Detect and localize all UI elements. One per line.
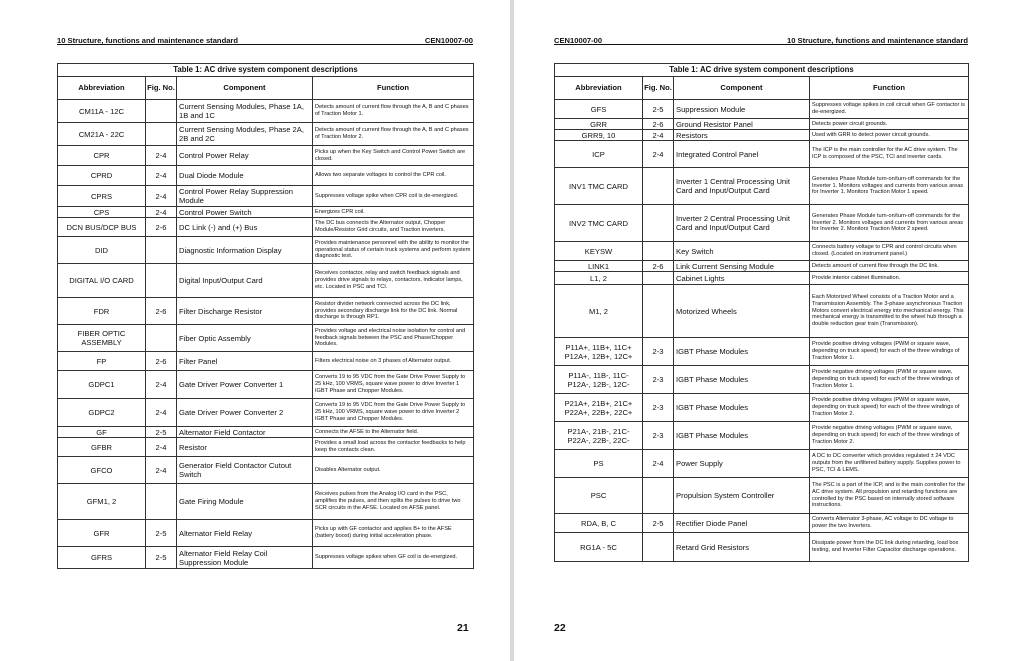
- cell-function: Resistor divider network connected across the DC link, provides secondary discharge link for the DC link. Normal discharge is through RP1.: [313, 298, 474, 325]
- cell-abbreviation: DID: [58, 237, 146, 264]
- page-22: [514, 0, 1024, 661]
- table-row: [555, 394, 969, 422]
- cell-component: Propulsion System Controller: [674, 478, 810, 514]
- table-row: [555, 205, 969, 242]
- cell-function: Provides voltage and electrical noise isolation for control and feedback signals between the PSC and Phase/Chopper Modules.: [313, 325, 474, 352]
- cell-abbreviation: GFCO: [58, 457, 146, 484]
- table-row: [58, 457, 474, 484]
- col-abbreviation: Abbreviation: [555, 77, 643, 100]
- cell-fig-no: 2-6: [643, 119, 674, 130]
- cell-function: Filters electrical noise on 3 phases of Alternator output.: [313, 352, 474, 371]
- cell-function: Energizes CPR coil.: [313, 207, 474, 218]
- cell-fig-no: [146, 237, 177, 264]
- cell-component: Control Power Switch: [177, 207, 313, 218]
- component-table: [57, 63, 474, 569]
- page-21: [0, 0, 510, 661]
- cell-abbreviation: LINK1: [555, 261, 643, 272]
- cell-component: Inverter 2 Central Processing Unit Card and Input/Output Card: [674, 205, 810, 242]
- cell-abbreviation: P11A+, 11B+, 11C+ P12A+, 12B+, 12C+: [555, 338, 643, 366]
- cell-abbreviation: P21A-, 21B-, 21C- P22A-, 22B-, 22C-: [555, 422, 643, 450]
- cell-function: Provide interior cabinet illumination.: [810, 272, 969, 285]
- cell-component: Gate Firing Module: [177, 484, 313, 520]
- cell-fig-no: 2-4: [146, 207, 177, 218]
- cell-abbreviation: P11A-, 11B-, 11C- P12A-, 12B-, 12C-: [555, 366, 643, 394]
- cell-component: Resistor: [177, 438, 313, 457]
- header-doc-number: CEN10007-00: [554, 36, 603, 45]
- cell-function: Dissipate power from the DC link during retarding, load box testing, and Inverter Filter Capacitor discharge operations.: [810, 533, 969, 562]
- cell-abbreviation: DCN BUS/DCP BUS: [58, 218, 146, 237]
- table-row: [555, 338, 969, 366]
- cell-function: Connects the AFSE to the Alternator field.: [313, 427, 474, 438]
- cell-component: Alternator Field Contactor: [177, 427, 313, 438]
- cell-fig-no: [643, 478, 674, 514]
- cell-component: Ground Resistor Panel: [674, 119, 810, 130]
- cell-fig-no: 2-4: [146, 186, 177, 207]
- cell-function: Each Motorized Wheel consists of a Traction Motor and a Transmission Assembly. The 3-phase asynchronous Traction Motors convert electrical energy into mechanical energy. This mechanical energy is transmitted to the wheel hub through a double reduction gear train (Transmission).: [810, 285, 969, 338]
- col-abbreviation: Abbreviation: [58, 77, 146, 100]
- cell-abbreviation: PS: [555, 450, 643, 478]
- table-title: Table 1: AC drive system component descriptions: [57, 63, 474, 76]
- cell-component: Resistors: [674, 130, 810, 141]
- table-row: [555, 130, 969, 141]
- header-section-title: 10 Structure, functions and maintenance standard: [57, 36, 239, 45]
- cell-abbreviation: CM11A - 12C: [58, 100, 146, 123]
- col-component: Component: [674, 77, 810, 100]
- cell-function: Generates Phase Module turn-on/turn-off commands for the Inverter 2. Monitors voltages and currents from various areas for Inverter 2. Monitors Traction Motor 2 speed.: [810, 205, 969, 242]
- cell-abbreviation: GF: [58, 427, 146, 438]
- cell-fig-no: 2-6: [146, 352, 177, 371]
- table-row: [58, 146, 474, 166]
- cell-fig-no: [643, 205, 674, 242]
- cell-function: A DC to DC converter which provides regulated ± 24 VDC outputs from the unfiltered battery supply. Supplies power to PSC, TCI & LEMS.: [810, 450, 969, 478]
- cell-abbreviation: RG1A - 5C: [555, 533, 643, 562]
- table-row: [58, 352, 474, 371]
- cell-function: Picks up when the Key Switch and Control Power Switch are closed.: [313, 146, 474, 166]
- table-row: [555, 119, 969, 130]
- cell-component: Gate Driver Power Converter 2: [177, 399, 313, 427]
- cell-abbreviation: GDPC1: [58, 371, 146, 399]
- cell-component: Gate Driver Power Converter 1: [177, 371, 313, 399]
- cell-fig-no: 2-5: [146, 427, 177, 438]
- cell-function: Detects power circuit grounds.: [810, 119, 969, 130]
- cell-fig-no: 2-5: [643, 100, 674, 119]
- cell-function: Disables Alternator output.: [313, 457, 474, 484]
- cell-abbreviation: GDPC2: [58, 399, 146, 427]
- cell-fig-no: [643, 242, 674, 261]
- header-rule: [554, 44, 968, 45]
- table-row: [58, 123, 474, 146]
- cell-function: Provide negative driving voltages (PWM or square wave, depending on truck speed) for each of the three windings of Traction Motor 1.: [810, 366, 969, 394]
- cell-fig-no: 2-3: [643, 422, 674, 450]
- table-row: [58, 371, 474, 399]
- cell-fig-no: 2-4: [643, 141, 674, 168]
- table-row: [555, 141, 969, 168]
- header-section-title: 10 Structure, functions and maintenance standard: [786, 36, 968, 45]
- cell-component: Alternator Field Relay Coil Suppression Module: [177, 547, 313, 569]
- cell-fig-no: 2-6: [146, 218, 177, 237]
- col-component: Component: [177, 77, 313, 100]
- table-row: [555, 168, 969, 205]
- cell-component: IGBT Phase Modules: [674, 338, 810, 366]
- cell-abbreviation: GFS: [555, 100, 643, 119]
- header-rule: [57, 44, 473, 45]
- cell-abbreviation: INV2 TMC CARD: [555, 205, 643, 242]
- col-fig-no: Fig. No.: [146, 77, 177, 100]
- table-row: [555, 478, 969, 514]
- cell-component: Current Sensing Modules, Phase 2A, 2B and 2C: [177, 123, 313, 146]
- component-table: [554, 63, 969, 562]
- table-row: [555, 261, 969, 272]
- cell-component: Power Supply: [674, 450, 810, 478]
- cell-function: Suppresses voltage spikes when GF coil is de-energized.: [313, 547, 474, 569]
- cell-component: Motorized Wheels: [674, 285, 810, 338]
- cell-abbreviation: CPR: [58, 146, 146, 166]
- cell-fig-no: 2-4: [146, 438, 177, 457]
- table-title: Table 1: AC drive system component descriptions: [554, 63, 969, 76]
- table-row: [58, 298, 474, 325]
- col-function: Function: [313, 77, 474, 100]
- cell-function: Provide negative driving voltages (PWM or square wave, depending on truck speed) for each of the three windings of Traction Motor 2.: [810, 422, 969, 450]
- cell-function: Provide positive driving voltages (PWM or square wave, depending on truck speed) for each of the three windings of Traction Motor 2.: [810, 394, 969, 422]
- cell-component: Rectifier Diode Panel: [674, 514, 810, 533]
- cell-abbreviation: FDR: [58, 298, 146, 325]
- cell-fig-no: 2-4: [146, 457, 177, 484]
- cell-abbreviation: PSC: [555, 478, 643, 514]
- cell-function: Allows two separate voltages to control the CPR coil.: [313, 166, 474, 186]
- table-row: [58, 547, 474, 569]
- cell-function: Suppresses voltage spike when CPR coil is de-energized.: [313, 186, 474, 207]
- cell-component: Retard Grid Resistors: [674, 533, 810, 562]
- table-row: [58, 520, 474, 547]
- cell-fig-no: 2-5: [643, 514, 674, 533]
- cell-function: Suppresses voltage spikes in coil circuit when GF contactor is de-energized.: [810, 100, 969, 119]
- cell-component: IGBT Phase Modules: [674, 422, 810, 450]
- cell-abbreviation: ICP: [555, 141, 643, 168]
- cell-component: Fiber Optic Assembly: [177, 325, 313, 352]
- table-row: [555, 422, 969, 450]
- table-row: [58, 207, 474, 218]
- cell-abbreviation: RDA, B, C: [555, 514, 643, 533]
- cell-component: Key Switch: [674, 242, 810, 261]
- table-row: [555, 100, 969, 119]
- table-row: [58, 218, 474, 237]
- cell-abbreviation: GFRS: [58, 547, 146, 569]
- cell-abbreviation: GRR9, 10: [555, 130, 643, 141]
- cell-component: Generator Field Contactor Cutout Switch: [177, 457, 313, 484]
- cell-component: Link Current Sensing Module: [674, 261, 810, 272]
- cell-fig-no: [146, 325, 177, 352]
- cell-function: Used with GRR to detect power circuit grounds.: [810, 130, 969, 141]
- cell-component: Control Power Relay: [177, 146, 313, 166]
- cell-function: Connects battery voltage to CPR and control circuits when closed. (Located on instrument panel.): [810, 242, 969, 261]
- cell-function: Detects amount of current flow through the A, B and C phases of Traction Motor 1.: [313, 100, 474, 123]
- cell-component: IGBT Phase Modules: [674, 366, 810, 394]
- cell-function: Receives pulses from the Analog I/O card in the PSC, amplifies the pulses, and then splits the pulses to drive two SCR circuits in the AFSE. Located on AFSE panel.: [313, 484, 474, 520]
- cell-abbreviation: CPS: [58, 207, 146, 218]
- cell-abbreviation: FP: [58, 352, 146, 371]
- cell-function: Generates Phase Module turn-on/turn-off commands for the Inverter 1. Monitors voltages and currents from various areas for Inverter 1. Monitors Traction Motor 1 speed.: [810, 168, 969, 205]
- cell-fig-no: [146, 484, 177, 520]
- col-fig-no: Fig. No.: [643, 77, 674, 100]
- cell-fig-no: 2-5: [146, 520, 177, 547]
- cell-component: Digital Input/Output Card: [177, 264, 313, 298]
- cell-abbreviation: CPRS: [58, 186, 146, 207]
- cell-component: Alternator Field Relay: [177, 520, 313, 547]
- table-row: [58, 438, 474, 457]
- page-number: 22: [554, 622, 566, 634]
- cell-abbreviation: FIBER OPTIC ASSEMBLY: [58, 325, 146, 352]
- cell-abbreviation: GFR: [58, 520, 146, 547]
- cell-component: Filter Panel: [177, 352, 313, 371]
- cell-abbreviation: INV1 TMC CARD: [555, 168, 643, 205]
- cell-fig-no: [643, 533, 674, 562]
- table-row: [58, 325, 474, 352]
- table-row: [555, 285, 969, 338]
- cell-abbreviation: L1, 2: [555, 272, 643, 285]
- cell-abbreviation: M1, 2: [555, 285, 643, 338]
- cell-function: Provides a small load across the contactor feedbacks to help keep the contacts clean.: [313, 438, 474, 457]
- cell-component: DC Link (-) and (+) Bus: [177, 218, 313, 237]
- cell-component: Diagnostic Information Display: [177, 237, 313, 264]
- cell-function: Receives contactor, relay and switch feedback signals and provides drive signals to relays, contactors, indicator lamps, etc. Located in PSC and TCI.: [313, 264, 474, 298]
- cell-fig-no: 2-4: [146, 371, 177, 399]
- cell-fig-no: 2-6: [146, 298, 177, 325]
- cell-component: Dual Diode Module: [177, 166, 313, 186]
- cell-abbreviation: P21A+, 21B+, 21C+ P22A+, 22B+, 22C+: [555, 394, 643, 422]
- page-number: 21: [457, 622, 469, 634]
- running-header: [554, 31, 968, 45]
- cell-fig-no: [643, 168, 674, 205]
- cell-function: Converts 19 to 95 VDC from the Gate Drive Power Supply to 25 kHz, 100 VRMS, square wave power to drive Inverter 1 IGBT Phase and Chopper Modules.: [313, 371, 474, 399]
- table-row: [58, 237, 474, 264]
- col-function: Function: [810, 77, 969, 100]
- cell-fig-no: 2-4: [146, 399, 177, 427]
- cell-function: The ICP is the main controller for the AC drive system. The ICP is composed of the PSC, TCI and inverter cards.: [810, 141, 969, 168]
- cell-abbreviation: CM21A - 22C: [58, 123, 146, 146]
- cell-component: Inverter 1 Central Processing Unit Card and Input/Output Card: [674, 168, 810, 205]
- cell-function: Converts Alternator 3-phase, AC voltage to DC voltage to power the two Inverters.: [810, 514, 969, 533]
- cell-fig-no: 2-4: [146, 166, 177, 186]
- cell-fig-no: 2-4: [643, 130, 674, 141]
- cell-fig-no: 2-3: [643, 366, 674, 394]
- cell-fig-no: [146, 264, 177, 298]
- cell-abbreviation: GFM1, 2: [58, 484, 146, 520]
- cell-fig-no: [146, 100, 177, 123]
- table-row: [555, 514, 969, 533]
- cell-fig-no: 2-6: [643, 261, 674, 272]
- table-row: [555, 366, 969, 394]
- cell-fig-no: [643, 272, 674, 285]
- table-row: [58, 264, 474, 298]
- table-row: [58, 427, 474, 438]
- header-doc-number: CEN10007-00: [424, 36, 473, 45]
- cell-component: Filter Discharge Resistor: [177, 298, 313, 325]
- table-body: [555, 100, 969, 562]
- table-row: [555, 450, 969, 478]
- cell-fig-no: 2-4: [643, 450, 674, 478]
- cell-fig-no: [146, 123, 177, 146]
- table-row: [555, 272, 969, 285]
- table-row: [58, 399, 474, 427]
- cell-function: Detects amount of current flow through the DC link.: [810, 261, 969, 272]
- cell-component: Cabinet Lights: [674, 272, 810, 285]
- cell-function: Converts 19 to 95 VDC from the Gate Drive Power Supply to 25 kHz, 100 VRMS, square wave power to drive Inverter 2 IGBT Phase and Chopper Modules.: [313, 399, 474, 427]
- cell-fig-no: 2-3: [643, 338, 674, 366]
- cell-abbreviation: GRR: [555, 119, 643, 130]
- table-row: [58, 166, 474, 186]
- table-body: [58, 100, 474, 569]
- cell-fig-no: 2-5: [146, 547, 177, 569]
- cell-abbreviation: GFBR: [58, 438, 146, 457]
- cell-function: Provides maintenance personnel with the ability to monitor the operational status of certain truck systems and perform system diagnostic test.: [313, 237, 474, 264]
- cell-fig-no: 2-3: [643, 394, 674, 422]
- cell-abbreviation: CPRD: [58, 166, 146, 186]
- table-row: [555, 533, 969, 562]
- running-header: [57, 31, 473, 45]
- cell-fig-no: 2-4: [146, 146, 177, 166]
- table-row: [58, 186, 474, 207]
- cell-function: The DC bus connects the Alternator output, Chopper Module/Resistor Grid circuits, and Traction inverters.: [313, 218, 474, 237]
- table-row: [555, 242, 969, 261]
- cell-component: Control Power Relay Suppression Module: [177, 186, 313, 207]
- cell-abbreviation: KEYSW: [555, 242, 643, 261]
- cell-function: The PSC is a part of the ICP, and is the main controller for the AC drive system. All propulsion and retarding functions are controlled by the PSC based on internally stored software instructions.: [810, 478, 969, 514]
- cell-function: Detects amount of current flow through the A, B and C phases of Traction Motor 2.: [313, 123, 474, 146]
- cell-component: Integrated Control Panel: [674, 141, 810, 168]
- cell-fig-no: [643, 285, 674, 338]
- table-row: [58, 484, 474, 520]
- cell-component: IGBT Phase Modules: [674, 394, 810, 422]
- table-row: [58, 100, 474, 123]
- cell-component: Suppression Module: [674, 100, 810, 119]
- cell-function: Picks up with GF contactor and applies B+ to the AFSE (battery boost) during initial acceleration phase.: [313, 520, 474, 547]
- cell-function: Provide positive driving voltages (PWM or square wave, depending on truck speed) for each of the three windings of Traction Motor 1.: [810, 338, 969, 366]
- cell-component: Current Sensing Modules, Phase 1A, 1B and 1C: [177, 100, 313, 123]
- cell-abbreviation: DIGITAL I/O CARD: [58, 264, 146, 298]
